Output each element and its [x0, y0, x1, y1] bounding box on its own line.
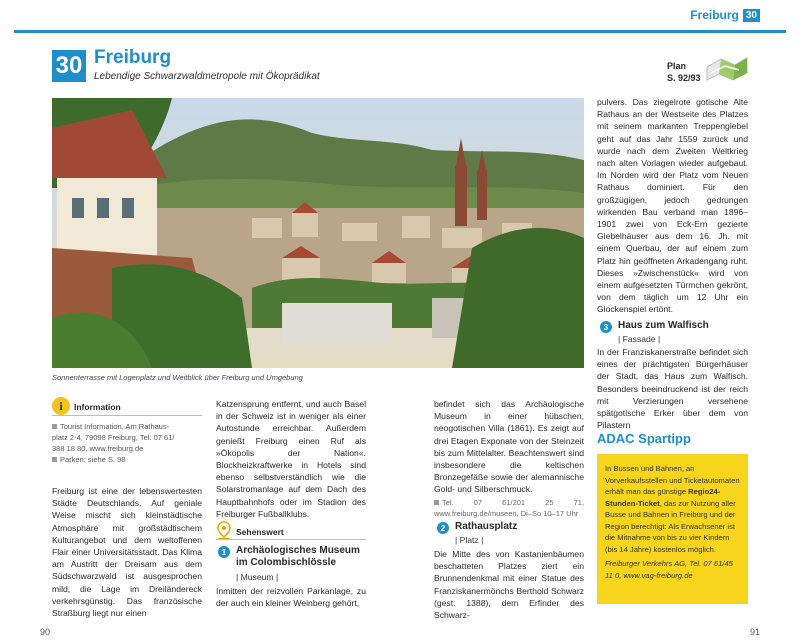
info-line: 388 18 80, www.freiburg.de	[52, 444, 144, 453]
photo-caption: Sonnenterrasse mit Logenplatz und Weitblick über Freiburg und Umgebung	[52, 373, 303, 382]
adac-spartipp-box	[597, 454, 748, 604]
sight-1-paragraph: Inmitten der reizvollen Parkanlage, zu der auch ein kleiner Weinberg gehört,	[216, 586, 366, 609]
sight-1-type: | Museum |	[236, 572, 279, 582]
sight-3-name: Haus zum Walfisch	[618, 320, 709, 331]
plan-label: Plan	[667, 61, 687, 71]
sight-1-paragraph-continued: befindet sich das Archäologische Museum in einer hübschen, neogotischen Villa (1861). Es zeigt auf drei Etagen Exponate von der Steinzeit bis zum Mittelalter. Beachtenswert sind insbesondere die keltischen Bronzegefäße sowie der alemannische Gold- und Silberschmuck.	[434, 399, 584, 495]
photo-freiburg-panorama	[52, 98, 584, 368]
info-line: platz 2-4, 79098 Freiburg, Tel. 07 61/	[52, 433, 175, 442]
bullet-icon	[434, 500, 439, 505]
adac-text-continued: , das zur Nutzung aller Busse und Bahnen in Freiburg und der Region berechtigt: Als Erwachsener ist die Mitnahme von bis zu vier Kindern (bis 14 Jahre) kostenlos möglich.	[605, 498, 736, 554]
info-line: Parken: siehe S. 98	[60, 455, 126, 464]
column-4-text	[597, 96, 748, 316]
running-head-title: Freiburg	[690, 8, 739, 22]
sehenswert-heading: Sehenswert	[236, 527, 284, 537]
sight-1-text	[216, 585, 366, 609]
map-icon	[705, 53, 749, 85]
sight-number-2: 2	[437, 522, 449, 534]
column-3-text	[434, 398, 584, 519]
chapter-subtitle: Lebendige Schwarzwaldmetropole mit Ökoprädikat	[94, 71, 320, 82]
sight-1-name: Archäologisches Museum im Colombischlössle	[236, 545, 360, 568]
adac-ticket-name: Regio24-Stunden-Ticket	[605, 487, 721, 508]
sight-3-type: | Fassade |	[618, 334, 661, 344]
sight-3-paragraph: In der Franziskanerstraße befindet sich eines der prächtigsten Bürgerhäuser der Stadt, das Haus zum Walfisch. Besonders beeindruckend ist der reich mit Verzierungen versehene spätgotische Erker über dem von Pilastern	[597, 347, 748, 431]
header-rule	[14, 30, 786, 33]
sight-3-text	[597, 346, 748, 431]
sight-number-3: 3	[600, 321, 612, 333]
sight-2-name: Rathausplatz	[455, 521, 518, 532]
info-rule	[52, 415, 202, 416]
column-1-text	[52, 485, 202, 619]
intro-paragraph-continued: Katzensprung entfernt, und auch Basel in der Schweiz ist in weniger als einer Autostunde erreichbar. Außerdem genießt Freiburg einen Ruf als »Ökopolis der Nation«. Blockheizkraftwerke in Hotels sind ebenso selbstverständlich wie die Solarstromanlage auf dem Dach des Hauptbahnhofs oder im Stadion des Freiburger Fußballklubs.	[216, 399, 366, 519]
running-head-number: 30	[743, 9, 760, 22]
info-icon: i	[52, 397, 70, 415]
sehenswert-rule	[216, 539, 366, 540]
chapter-title: Freiburg	[94, 47, 172, 68]
sight-number-1: 1	[218, 546, 230, 558]
sight-2-text	[434, 548, 584, 621]
plan-reference	[667, 60, 701, 84]
map-pin-icon	[216, 521, 232, 541]
running-head	[690, 8, 760, 22]
adac-source: Freiburger Verkehrs AG, Tel. 07 61/45 11 0, www.vag-freiburg.de	[605, 559, 733, 580]
chapter-number: 30	[52, 50, 86, 82]
bullet-icon	[52, 457, 57, 462]
adac-text: In Bussen und Bahnen, an Vorverkaufsstellen und Ticketautomaten erhält man das günstige	[605, 464, 740, 496]
column-2-text	[216, 398, 366, 520]
museum-note: Tel. 07 61/201 25 71, www.freiburg.de/museen, Di–So 10–17 Uhr	[434, 497, 584, 518]
sight-2-paragraph-continued: pulvers. Das ziegelrote gotische Alte Rathaus an der Westseite des Platzes mit seinem markanten Treppengiebel geht auf das Jahr 1559 zurück und wurde nach dem Zweiten Weltkrieg nach alten Vorlagen wieder aufgebaut. Im Norden wird der Platz vom Neuen Rathaus dominiert. Für den großzügigen, jedoch gedrungen wirkenden Bau verband man 1896–1901 zwei von Eck-Ern gezierte Giebelhäuser aus dem 16. Jh. mit einem Querbau, der auf einem zum Platz hin geöffneten Arkadengang ruht. Dieses »Zwischenstück« wird von einem aufgesetzten Türmchen gekrönt, von dem täglich um 12 Uhr ein Glockenspiel ertönt.	[597, 97, 748, 315]
adac-spartipp-heading: ADAC Spartipp	[597, 431, 691, 446]
info-heading: Information	[74, 402, 121, 412]
page-number-left: 90	[40, 627, 51, 637]
bullet-icon	[52, 424, 57, 429]
page-number-right: 91	[750, 627, 761, 637]
intro-paragraph: Freiburg ist eine der lebenswertesten Städte Deutschlands. Auf geniale Weise mischt sich kleinstädtische Atmosphäre mit großstädtischem Kulturangebot und dem weltoffenen Flair einer Universitätsstadt. Das Klima am Austritt der Dreisam aus dem Südschwarzwald ist ausgesprochen mild, die Lage im Dreiländereck verkehrsgünstig. Das französische Straßburg liegt nur einen	[52, 486, 202, 619]
sight-2-type: | Platz |	[455, 535, 484, 545]
plan-pages: S. 92/93	[667, 73, 701, 83]
sight-2-paragraph: Die Mitte des von Kastanienbäumen beschatteten Platzes ziert ein Brunnendenkmal mit einer Statue des Franziskanermönchs Berthold Schwarz (gest. 1388), dem Erfinder des Schwarz-	[434, 549, 584, 621]
info-line: Tourist Information, Am Rathaus-	[60, 422, 170, 431]
info-box	[52, 421, 202, 465]
